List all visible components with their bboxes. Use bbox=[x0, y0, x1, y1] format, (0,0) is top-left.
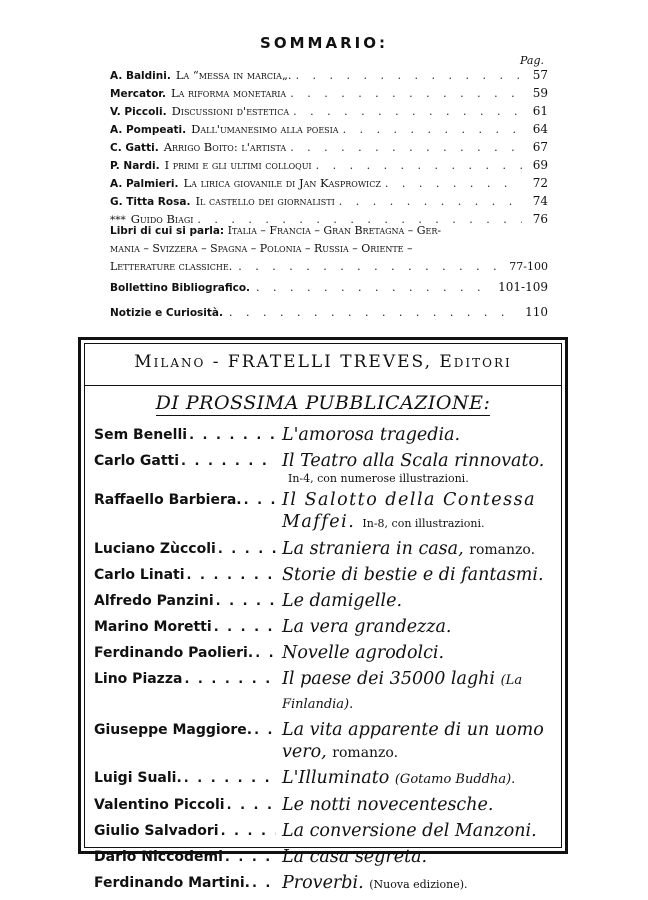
book-entry[interactable] bbox=[94, 767, 564, 791]
book-author: Giuseppe Maggiore. bbox=[94, 722, 253, 738]
libri-page: 77-100 bbox=[509, 260, 548, 273]
toc-entry[interactable]: A. Baldini. La “messa in marcia„. . . . 57 bbox=[110, 68, 548, 86]
book-title: La casa segreta. bbox=[282, 847, 428, 867]
book-author: Lino Piazza bbox=[94, 671, 183, 687]
book-entry[interactable] bbox=[94, 719, 564, 764]
book-entry[interactable] bbox=[94, 794, 564, 817]
book-title: Il Salotto della Contessa Maffei. bbox=[282, 490, 537, 532]
book-title: Storie di bestie e di fantasmi. bbox=[282, 565, 544, 585]
book-author: Marino Moretti bbox=[94, 619, 212, 635]
publisher-header: Milano - FRATELLI TREVES, Editori bbox=[134, 352, 512, 372]
forthcoming-list bbox=[94, 424, 564, 899]
book-author: Ferdinando Paolieri. bbox=[94, 645, 254, 661]
book-entry[interactable] bbox=[94, 642, 564, 665]
page-title: SOMMARIO: bbox=[260, 34, 388, 52]
book-entry[interactable] bbox=[94, 616, 564, 639]
book-note: romanzo. bbox=[469, 542, 536, 558]
libri-section[interactable]: Libri di cui si parla: Italia – Francia – Gran Bretagna – Ger- mania – Svizzera – Spagna – Polonia – Russia – Oriente – Letterature classiche. . . . 77-100 bbox=[110, 222, 548, 276]
toc-entry[interactable]: Mercator. La riforma monetaria . . . 59 bbox=[110, 86, 548, 104]
book-note: romanzo. bbox=[332, 745, 399, 761]
toc-entry[interactable]: A. Pompeati. Dall'umanesimo alla poesia . . . 64 bbox=[110, 122, 548, 140]
book-author: Carlo Linati bbox=[94, 567, 185, 583]
book-entry[interactable] bbox=[94, 424, 564, 447]
book-author: Luigi Suali. bbox=[94, 770, 182, 786]
toc-entry[interactable]: C. Gatti. Arrigo Boito: l'artista . . . 67 bbox=[110, 140, 548, 158]
book-entry[interactable] bbox=[94, 668, 564, 716]
book-author: Valentino Piccoli bbox=[94, 797, 225, 813]
book-title: Novelle agrodolci. bbox=[282, 643, 445, 663]
book-entry[interactable] bbox=[94, 846, 564, 869]
book-entry[interactable] bbox=[94, 590, 564, 613]
book-entry[interactable] bbox=[94, 538, 564, 561]
book-entry[interactable] bbox=[94, 489, 564, 535]
book-author: Ferdinando Martini. bbox=[94, 875, 250, 891]
book-entry[interactable] bbox=[94, 872, 564, 896]
notizie-entry[interactable]: Notizie e Curiosità. . . . 110 bbox=[110, 305, 548, 319]
book-title: La vera grandezza. bbox=[282, 617, 452, 637]
forthcoming-heading: DI PROSSIMA PUBBLICAZIONE: bbox=[155, 392, 491, 414]
book-note: (La Finlandia). bbox=[282, 673, 523, 712]
book-title: La conversione del Manzoni. bbox=[282, 821, 537, 841]
book-title: Il Teatro alla Scala rinnovato. bbox=[282, 451, 545, 471]
table-of-contents bbox=[110, 68, 548, 230]
bollettino-entry[interactable]: Bollettino Bibliografico. . . . 101-109 bbox=[110, 280, 548, 294]
book-note: In-4, con numerose illustrazioni. bbox=[288, 472, 469, 485]
libri-label: Libri di cui si parla: bbox=[110, 225, 225, 237]
book-entry[interactable] bbox=[94, 820, 564, 843]
book-title: Le damigelle. bbox=[282, 591, 403, 611]
book-title: Le notti novecentesche. bbox=[282, 795, 494, 815]
page-column-label: Pag. bbox=[520, 54, 545, 67]
book-author: Carlo Gatti bbox=[94, 453, 180, 469]
book-title: La straniera in casa, bbox=[282, 539, 464, 559]
book-note: (Nuova edizione). bbox=[369, 878, 468, 891]
header-divider bbox=[85, 385, 561, 386]
book-author: Raffaello Barbiera. bbox=[94, 492, 242, 508]
book-note: (Gotamo Buddha). bbox=[394, 772, 516, 787]
book-title: Il paese dei 35000 laghi bbox=[282, 669, 496, 689]
book-author: Dario Niccodemi bbox=[94, 849, 223, 865]
book-title: L'Illuminato bbox=[282, 768, 390, 788]
toc-entry[interactable]: *** Guido Biagi . . . 76 bbox=[110, 212, 548, 230]
book-author: Sem Benelli bbox=[94, 427, 188, 443]
book-note: In-8, con illustrazioni. bbox=[362, 517, 485, 530]
publisher-advert-box bbox=[78, 337, 568, 893]
toc-entry[interactable]: A. Palmieri. La lirica giovanile di Jan Kasprowicz . . . 72 bbox=[110, 176, 548, 194]
toc-entry[interactable]: G. Titta Rosa. Il castello dei giornalisti . . . 74 bbox=[110, 194, 548, 212]
book-author: Alfredo Panzini bbox=[94, 593, 214, 609]
toc-entry[interactable]: V. Piccoli. Discussioni d'estetica . . . 61 bbox=[110, 104, 548, 122]
book-author: Luciano Zùccoli bbox=[94, 541, 216, 557]
book-author: Giulio Salvadori bbox=[94, 823, 219, 839]
book-entry[interactable] bbox=[94, 450, 564, 486]
book-title: L'amorosa tragedia. bbox=[282, 425, 461, 445]
toc-entry[interactable]: P. Nardi. I primi e gli ultimi colloqui . . . 69 bbox=[110, 158, 548, 176]
book-entry[interactable] bbox=[94, 564, 564, 587]
book-title: La vita apparente di un uomo vero, bbox=[282, 720, 544, 762]
book-title: Proverbi. bbox=[282, 873, 364, 893]
